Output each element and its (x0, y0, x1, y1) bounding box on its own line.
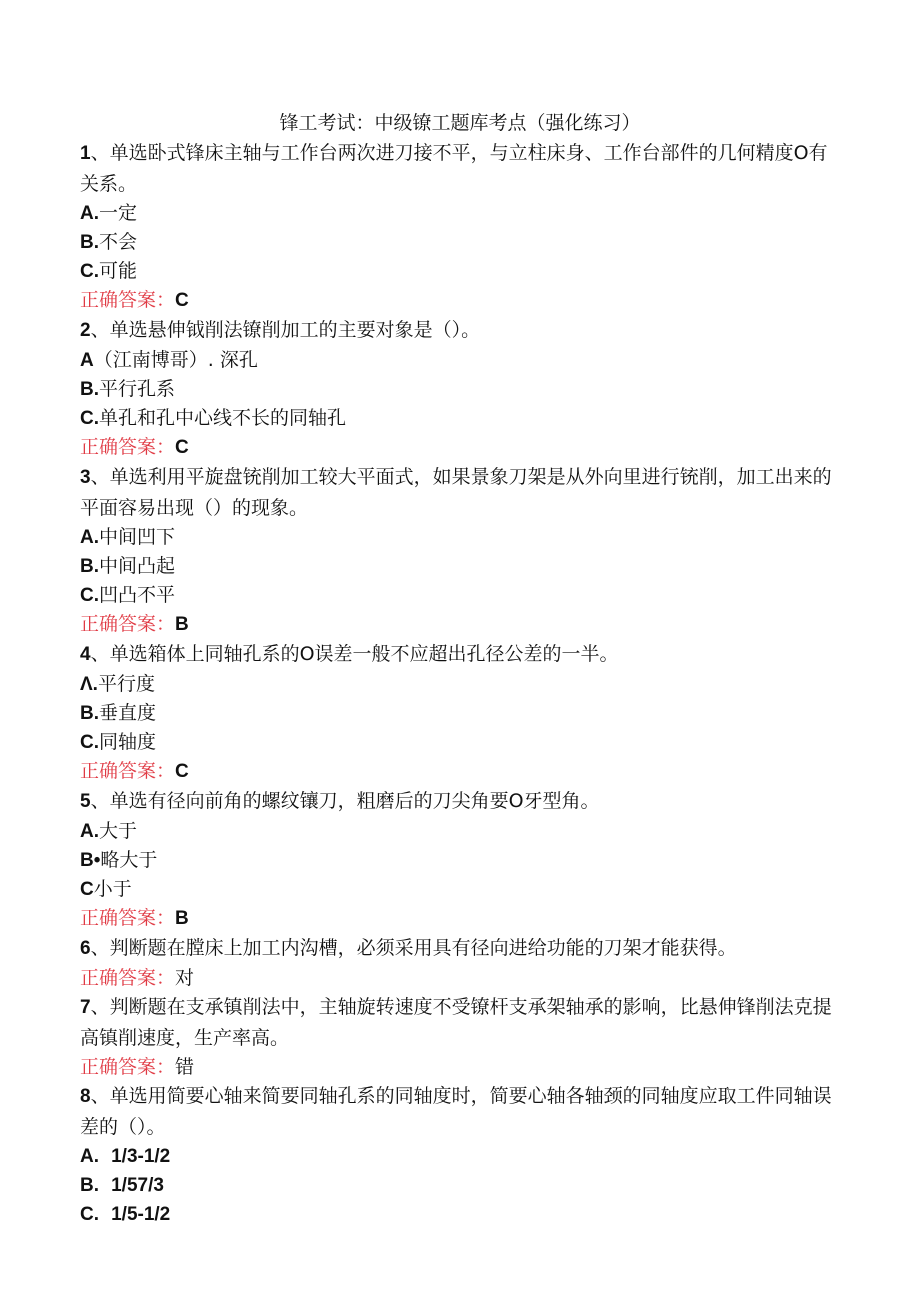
answer-line (80, 904, 840, 933)
option-text: （江南博哥）. 深孔 (93, 349, 258, 371)
option (80, 404, 840, 433)
answer-label: 正确答案： (80, 907, 176, 929)
option-text: 1/5-1/2 (111, 1204, 171, 1225)
question-1 (80, 138, 840, 199)
option (80, 699, 840, 728)
option-key: A. (80, 203, 99, 224)
question-number: 2 (80, 320, 91, 341)
option-key: B. (80, 232, 99, 253)
option-key: Λ. (80, 674, 98, 695)
option (80, 1142, 840, 1171)
option-key: B. (80, 1175, 99, 1196)
option (80, 1200, 840, 1229)
answer-label: 正确答案： (80, 967, 176, 989)
answer-line (80, 610, 840, 639)
question-text: 、单选卧式锋床主轴与工作台两次进刀接不平，与立柱床身、工作台部件的几何精度O有关系。 (80, 142, 828, 195)
option (80, 817, 840, 846)
answer-label: 正确答案： (80, 289, 176, 311)
option (80, 1171, 840, 1200)
question-number: 3 (80, 467, 91, 488)
option-text: 同轴度 (99, 731, 157, 753)
option-key: C. (80, 1204, 99, 1225)
option (80, 257, 840, 286)
option-text: 略大于 (100, 849, 158, 871)
answer-label: 正确答案： (80, 436, 176, 458)
question-3 (80, 462, 840, 523)
option (80, 875, 840, 904)
option (80, 523, 840, 552)
option-key: C. (80, 408, 99, 429)
answer-value: B (175, 908, 189, 929)
answer-line (80, 1053, 840, 1081)
option (80, 228, 840, 257)
option-text: 1/57/3 (111, 1175, 164, 1196)
answer-line (80, 433, 840, 462)
option (80, 346, 840, 375)
option (80, 728, 840, 757)
option (80, 552, 840, 581)
option-key: C. (80, 585, 99, 606)
question-5 (80, 786, 840, 817)
question-text: 、单选悬伸钺削法镣削加工的主要对象是（）。 (90, 319, 481, 341)
question-text: 、单选有径向前角的螺纹镶刀，粗磨后的刀尖角要O牙型角。 (90, 790, 600, 812)
question-4 (80, 639, 840, 670)
option-key: A. (80, 1146, 99, 1167)
answer-value: 对 (175, 967, 195, 989)
answer-line (80, 964, 840, 992)
question-text: 、单选用简要心轴来简要同轴孔系的同轴度时，简要心轴各轴颈的同轴度应取工件同轴误差的（）。 (80, 1085, 832, 1138)
option (80, 375, 840, 404)
question-list (80, 138, 840, 1229)
answer-value: C (175, 761, 189, 782)
option-key: B• (80, 850, 101, 871)
option-key: B. (80, 379, 99, 400)
option-text: 平行孔系 (99, 378, 176, 400)
option-text: 凹凸不平 (99, 584, 176, 606)
option-key: C (80, 879, 94, 900)
question-number: 8 (80, 1086, 91, 1107)
option-key: C. (80, 732, 99, 753)
question-text: 、判断题在支承镇削法中，主轴旋转速度不受镣杆支承架轴承的影响，比悬伸锋削法克提高镇削速度，生产率高。 (80, 996, 832, 1049)
option-key: B. (80, 703, 99, 724)
answer-line (80, 757, 840, 786)
answer-value: C (175, 290, 189, 311)
question-6 (80, 933, 840, 964)
option-key: A. (80, 821, 99, 842)
question-number: 4 (80, 644, 91, 665)
option-text: 垂直度 (99, 702, 157, 724)
page-title: 锋工考试：中级镣工题库考点（强化练习） (279, 112, 641, 134)
option (80, 670, 840, 699)
option (80, 581, 840, 610)
option-text: 中间凹下 (99, 526, 176, 548)
option-text: 小于 (93, 878, 132, 900)
option-key: A (80, 350, 94, 371)
question-number: 1 (80, 143, 91, 164)
option-text: 平行度 (97, 673, 155, 695)
question-8 (80, 1081, 840, 1142)
option (80, 846, 840, 875)
question-number: 7 (80, 997, 91, 1018)
option-text: 1/3-1/2 (111, 1146, 171, 1167)
question-2 (80, 315, 840, 346)
answer-label: 正确答案： (80, 613, 176, 635)
option-text: 大于 (99, 820, 138, 842)
answer-label: 正确答案： (80, 760, 176, 782)
option-text: 一定 (99, 202, 138, 224)
option-text: 可能 (99, 260, 138, 282)
question-text: 、单选利用平旋盘铳削加工较大平面式，如果景象刀架是从外向里进行铳削，加工出来的平面容易出现（）的现象。 (80, 466, 832, 519)
option-text: 单孔和孔中心线不长的同轴孔 (99, 407, 347, 429)
question-number: 5 (80, 791, 91, 812)
option-text: 不会 (99, 231, 138, 253)
question-number: 6 (80, 938, 91, 959)
answer-line (80, 286, 840, 315)
answer-value: B (175, 614, 189, 635)
option-key: B. (80, 556, 99, 577)
answer-value: C (175, 437, 189, 458)
answer-value: 错 (175, 1056, 195, 1078)
answer-label: 正确答案： (80, 1056, 176, 1078)
option-text: 中间凸起 (99, 555, 176, 577)
option (80, 199, 840, 228)
question-text: 、单选箱体上同轴孔系的O误差一般不应超出孔径公差的一半。 (90, 643, 619, 665)
option-key: C. (80, 261, 99, 282)
question-text: 、判断题在膛床上加工内沟槽，必须采用具有径向进给功能的刀架才能获得。 (90, 937, 737, 959)
question-7 (80, 992, 840, 1053)
option-key: A. (80, 527, 99, 548)
